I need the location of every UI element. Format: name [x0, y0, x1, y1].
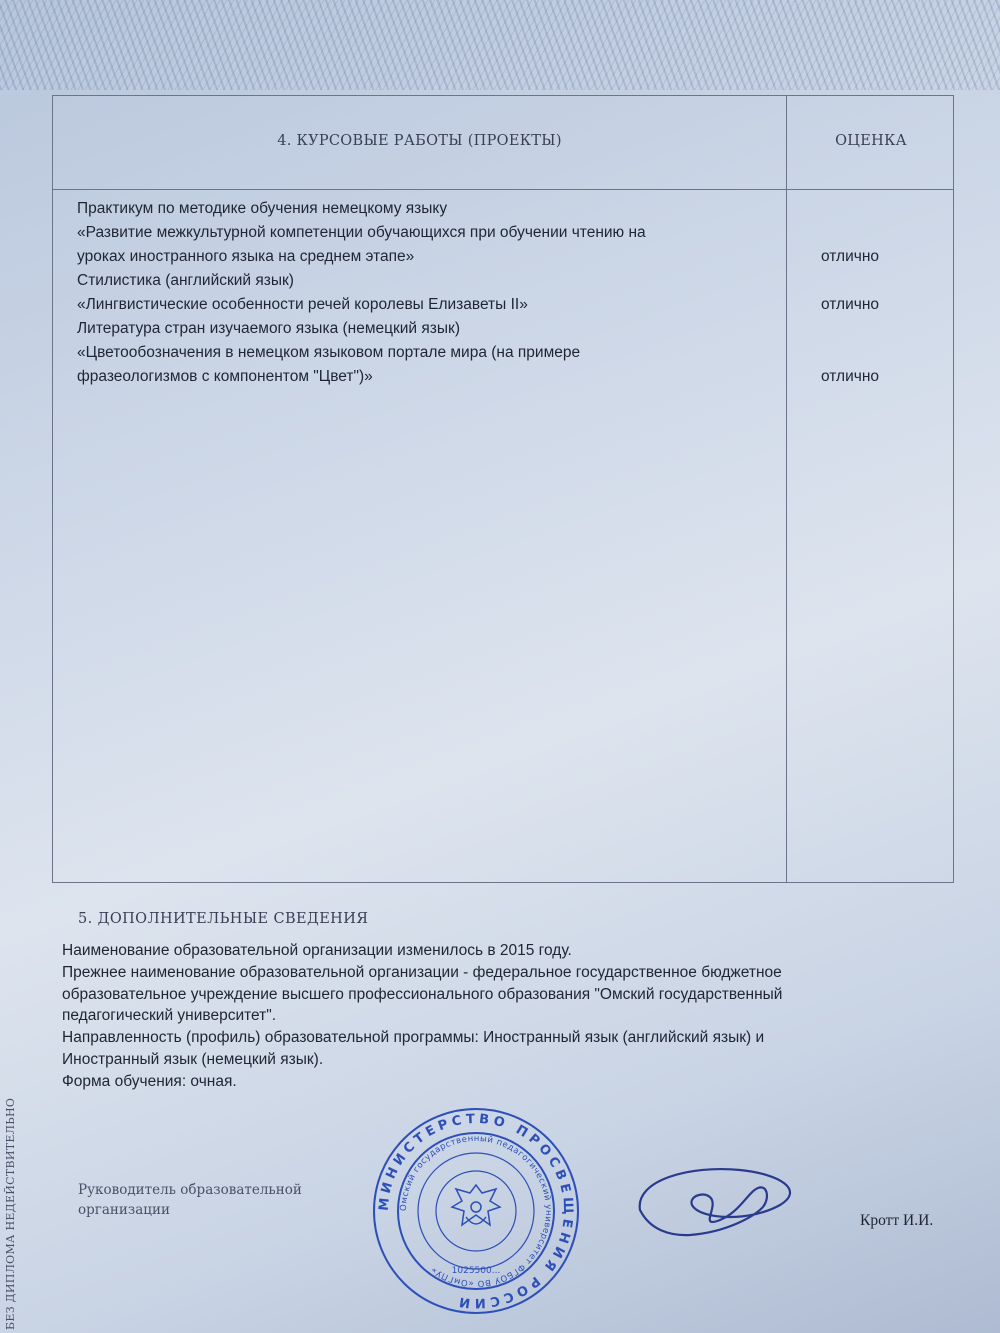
- coursework-grade: отлично: [821, 296, 879, 313]
- validity-notice: БЕЗ ДИПЛОМА НЕДЕЙСТВИТЕЛЬНО: [4, 1097, 17, 1330]
- seal-outer-text: МИНИСТЕРСТВО ПРОСВЕЩЕНИЯ РОССИИ: [376, 1111, 576, 1311]
- table-row: [77, 317, 927, 389]
- seal-number: 1025500...: [451, 1266, 501, 1276]
- info-line: образовательное учреждение высшего профессионального образования "Омский государственный: [62, 985, 783, 1003]
- signatory-name: Кротт И.И.: [860, 1212, 934, 1229]
- official-seal: [370, 1105, 582, 1317]
- coursework-grade: отлично: [821, 368, 879, 385]
- table-row: [77, 269, 927, 317]
- coursework-title: Практикум по методике обучения немецкому языку «Развитие межкультурной компетенции обучающихся при обучении чтению на уроках иностранного языка на среднем этапе»: [77, 200, 646, 265]
- svg-text:Омский государственный педагог: [399, 1134, 553, 1288]
- info-line: Направленность (профиль) образовательной программы: Иностранный язык (английский язык) и: [62, 1029, 765, 1047]
- seal-inner-text: Омский государственный педагогический университет ФГБОУ ВО «ОмГПУ»: [398, 1133, 554, 1289]
- guilloche-border: [0, 0, 1000, 90]
- coursework-rows: [77, 197, 927, 389]
- coursework-title: Стилистика (английский язык) «Лингвистические особенности речей королевы Елизаветы II»: [77, 272, 528, 313]
- info-line: Прежнее наименование образовательной организации - федеральное государственное бюджетное: [62, 963, 782, 981]
- signatory-label: Руководитель образовательной организации: [78, 1182, 302, 1218]
- grade-header: ОЦЕНКА: [835, 133, 907, 149]
- table-row: [77, 197, 927, 269]
- handwritten-signature: [630, 1150, 810, 1250]
- info-line: Иностранный язык (немецкий язык).: [62, 1050, 324, 1068]
- info-line: Форма обучения: очная.: [62, 1072, 237, 1090]
- section5-title: 5. ДОПОЛНИТЕЛЬНЫЕ СВЕДЕНИЯ: [78, 911, 369, 927]
- eagle-emblem-icon: [452, 1185, 500, 1225]
- coursework-table: [52, 95, 954, 883]
- section4-title: 4. КУРСОВЫЕ РАБОТЫ (ПРОЕКТЫ): [277, 133, 562, 149]
- table-header-divider: [53, 189, 953, 190]
- coursework-title: Литература стран изучаемого языка (немецкий язык) «Цветообозначения в немецком языковом портале мира (на примере фразеологизмов с компонентом "Цвет")»: [77, 320, 581, 385]
- coursework-grade: отлично: [821, 248, 879, 265]
- info-line: педагогический университет".: [62, 1007, 277, 1025]
- info-line: Наименование образовательной организации изменилось в 2015 году.: [62, 942, 572, 959]
- additional-info: [62, 940, 922, 1093]
